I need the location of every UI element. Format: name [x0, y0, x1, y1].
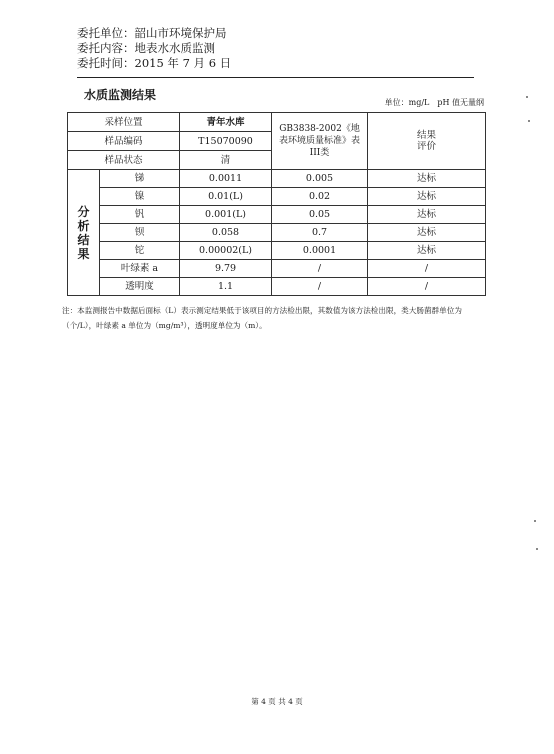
table-row — [68, 188, 486, 206]
item-name: 锑 — [100, 170, 180, 188]
scan-speck — [534, 520, 536, 522]
group-label-char: 果 — [77, 246, 90, 261]
table-row-location — [68, 113, 486, 132]
header-divider — [77, 77, 474, 78]
item-value: 9.79 — [180, 260, 272, 278]
item-evaluation: / — [368, 260, 486, 278]
section-title: 水质监测结果 — [84, 88, 157, 102]
item-standard: / — [272, 260, 368, 278]
item-value: 0.001(L) — [180, 206, 272, 224]
item-evaluation: 达标 — [368, 242, 486, 260]
evaluation-header — [368, 113, 486, 170]
sample-code-value: T15070090 — [180, 132, 272, 151]
item-evaluation: 达标 — [368, 188, 486, 206]
results-table — [67, 112, 486, 296]
sample-state-value: 清 — [180, 151, 272, 170]
group-label-char: 分 — [77, 204, 90, 219]
scan-speck — [528, 120, 530, 122]
item-standard: 0.005 — [272, 170, 368, 188]
item-name: 叶绿素 a — [100, 260, 180, 278]
scan-speck — [526, 96, 528, 98]
table-row — [68, 260, 486, 278]
sampling-location-value: 青年水库 — [180, 113, 272, 132]
item-value: 0.01(L) — [180, 188, 272, 206]
item-value: 0.0011 — [180, 170, 272, 188]
item-standard: 0.0001 — [272, 242, 368, 260]
scan-speck — [536, 548, 538, 550]
client-unit: 委托单位：韶山市环境保护局 — [77, 26, 227, 40]
entrusted-content: 委托内容：地表水水质监测 — [77, 41, 215, 55]
item-standard: 0.02 — [272, 188, 368, 206]
sampling-location-label: 采样位置 — [68, 113, 180, 132]
table-row — [68, 278, 486, 296]
sample-code-label: 样品编码 — [68, 132, 180, 151]
table-row — [68, 206, 486, 224]
group-label-char: 结 — [77, 232, 90, 247]
item-value: 1.1 — [180, 278, 272, 296]
item-standard: / — [272, 278, 368, 296]
item-name: 镍 — [100, 188, 180, 206]
footnote: 注：本监测报告中数据后面标（L）表示测定结果低于该项目的方法检出限，其数值为该方法检出限，类大肠菌群单位为（个/L），叶绿素 a 单位为（mg/m³），透明度单位为（m）。 — [62, 306, 462, 330]
page-number: 第 4 页 共 4 页 — [251, 697, 303, 706]
evaluation-header-line2: 评价 — [417, 141, 437, 152]
table-row — [68, 170, 486, 188]
entrusted-time: 委托时间：2015 年 7 月 6 日 — [77, 56, 232, 70]
table-row — [68, 224, 486, 242]
analysis-results-label — [68, 170, 100, 296]
item-name: 钒 — [100, 206, 180, 224]
evaluation-header-line1: 结果 — [417, 130, 437, 141]
item-name: 透明度 — [100, 278, 180, 296]
item-evaluation: / — [368, 278, 486, 296]
item-standard: 0.7 — [272, 224, 368, 242]
item-name: 铊 — [100, 242, 180, 260]
item-evaluation: 达标 — [368, 170, 486, 188]
item-evaluation: 达标 — [368, 206, 486, 224]
group-label-char: 析 — [77, 218, 90, 233]
sample-state-label: 样品状态 — [68, 151, 180, 170]
unit-note: 单位：mg/L pH 值无量纲 — [384, 98, 484, 107]
table-row — [68, 242, 486, 260]
item-value: 0.058 — [180, 224, 272, 242]
item-evaluation: 达标 — [368, 224, 486, 242]
item-value: 0.00002(L) — [180, 242, 272, 260]
standard-header: GB3838-2002《地表环境质量标准》表III类 — [272, 113, 368, 170]
item-name: 钡 — [100, 224, 180, 242]
item-standard: 0.05 — [272, 206, 368, 224]
